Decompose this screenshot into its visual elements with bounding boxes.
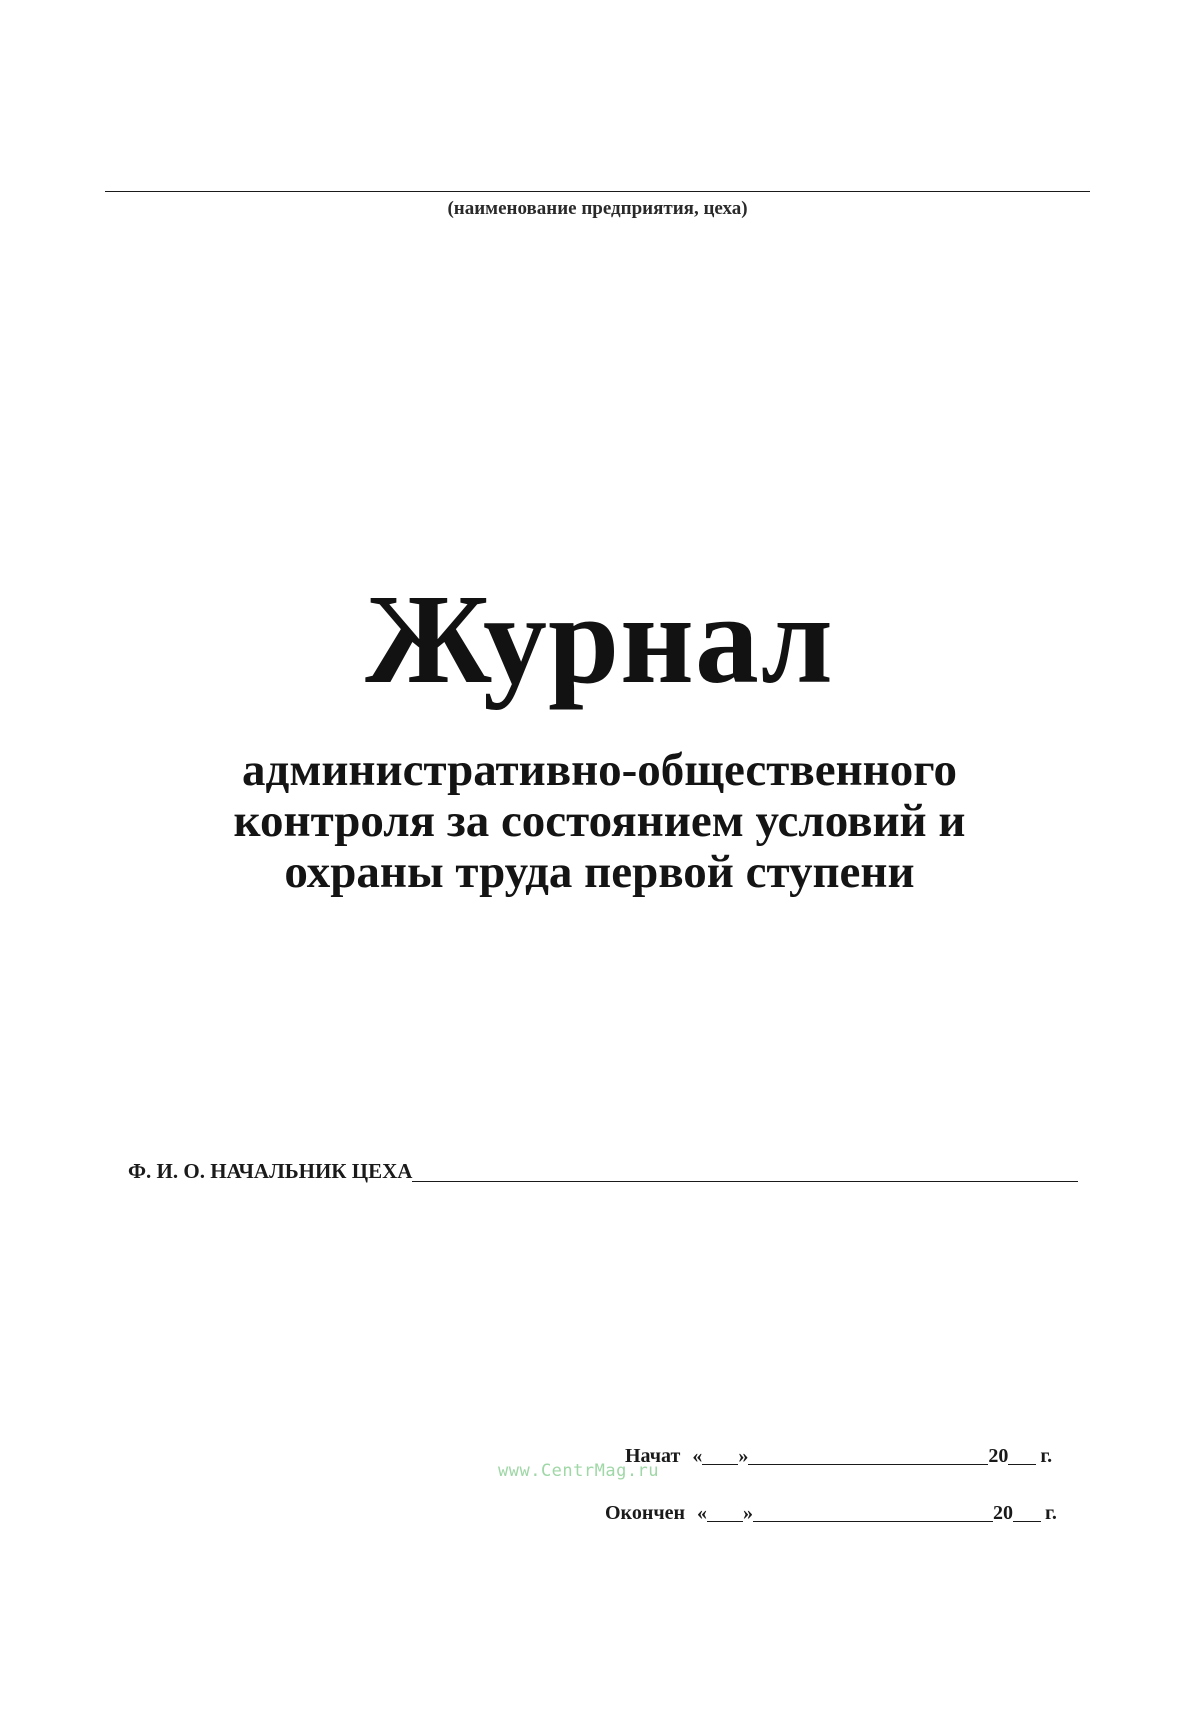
started-close-quote: »: [738, 1445, 749, 1467]
finished-date-row: [605, 1497, 1057, 1525]
head-of-shop-label: Ф. И. О. НАЧАЛЬНИК ЦЕХА: [128, 1159, 413, 1183]
finished-year-suffix: г.: [1045, 1502, 1057, 1524]
subtitle-line-2: контроля за состоянием условий и: [233, 795, 966, 847]
finished-open-quote: «: [697, 1502, 708, 1524]
started-label: Начат: [625, 1445, 681, 1467]
started-month-blank: [748, 1463, 988, 1465]
started-year-blank: [1008, 1463, 1036, 1465]
organization-name-line: [105, 191, 1090, 192]
started-year-suffix: г.: [1040, 1445, 1053, 1467]
started-open-quote: «: [692, 1445, 703, 1467]
finished-day-blank: [707, 1520, 743, 1522]
journal-title: Журнал: [365, 568, 834, 710]
started-date-row: [625, 1440, 1052, 1468]
subtitle-line-3: охраны труда первой ступени: [284, 846, 915, 898]
site-watermark: www.CentrMag.ru: [498, 1461, 660, 1481]
head-of-shop-row: [128, 1154, 1078, 1184]
started-day-blank: [702, 1463, 738, 1465]
finished-month-blank: [753, 1520, 993, 1522]
journal-subtitle: [60, 745, 1139, 898]
started-century: 20: [988, 1445, 1009, 1467]
head-of-shop-blank-line: [412, 1180, 1078, 1182]
finished-label: Окончен: [605, 1502, 686, 1524]
organization-caption: (наименование предприятия, цеха): [447, 198, 748, 219]
finished-century: 20: [993, 1502, 1014, 1524]
subtitle-line-1: административно-общественного: [242, 744, 957, 796]
finished-year-blank: [1013, 1520, 1041, 1522]
finished-close-quote: »: [743, 1502, 754, 1524]
